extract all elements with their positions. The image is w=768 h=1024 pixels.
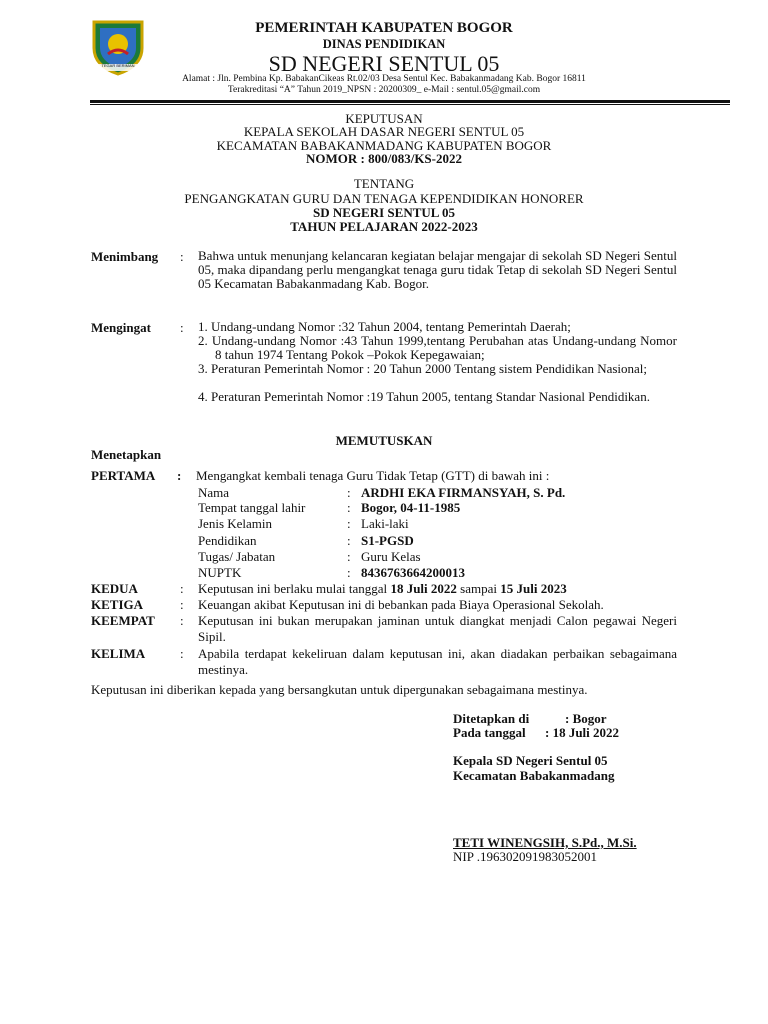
field-colon-education: :	[347, 533, 351, 548]
decision-heading: MEMUTUSKAN	[335, 433, 433, 448]
field-value-education: S1-PGSD	[361, 533, 414, 548]
pertama-colon: :	[177, 468, 182, 483]
mengingat-item-2: 2. Undang-undang Nomor :43 Tahun 1999,tentang Perubahan atas Undang-undang Nomor 8 tahun 1974 Tentang Pokok –Pokok Kepegawaian;	[198, 333, 677, 362]
keempat-colon: :	[180, 613, 184, 628]
field-label-education: Pendidikan	[198, 533, 257, 548]
header-government: PEMERINTAH KABUPATEN BOGOR	[255, 20, 513, 36]
kedua-date-end: 15 Juli 2023	[500, 581, 567, 596]
sign-place-value: : Bogor	[565, 711, 607, 726]
kedua-colon: :	[180, 581, 184, 596]
sign-place-label: Ditetapkan di	[453, 711, 530, 726]
field-colon-position: :	[347, 549, 351, 564]
field-label-nuptk: NUPTK	[198, 565, 242, 580]
menimbang-colon: :	[180, 249, 184, 264]
kedua-text	[198, 581, 567, 597]
keempat-text: Keputusan ini bukan merupakan jaminan untuk diangkat menjadi Calon pegawai Negeri Sipil.	[198, 613, 677, 644]
ketiga-colon: :	[180, 597, 184, 612]
menetapkan-label: Menetapkan	[91, 447, 162, 462]
menimbang-label: Menimbang	[91, 249, 159, 264]
sign-position-1: Kepala SD Negeri Sentul 05	[453, 753, 608, 768]
doc-title-district: KECAMATAN BABAKANMADANG KABUPATEN BOGOR	[216, 138, 552, 153]
sign-date-value: : 18 Juli 2022	[545, 725, 620, 740]
mengingat-item-4: 4. Peraturan Pemerintah Nomor :19 Tahun 2005, tentang Standar Nasional Pendidikan.	[198, 389, 650, 404]
field-colon-nuptk: :	[347, 565, 351, 580]
field-value-position: Guru Kelas	[361, 549, 421, 564]
kelima-label: KELIMA	[91, 646, 146, 661]
kedua-text-b: sampai	[456, 581, 501, 596]
ketiga-label: KETIGA	[91, 597, 144, 612]
kedua-date-start: 18 Juli 2022	[390, 581, 457, 596]
mengingat-colon: :	[180, 320, 184, 335]
pertama-label: PERTAMA	[91, 468, 156, 483]
header-address: Alamat : Jln. Pembina Kp. BabakanCikeas Rt.02/03 Desa Sentul Kec. Babakanmadang Kab. Bogor 16811	[182, 74, 586, 84]
kedua-text-a: Keputusan ini berlaku mulai tanggal	[198, 581, 391, 596]
logo-motto: TEGAR BERIMAN	[101, 63, 135, 68]
doc-title-issuer: KEPALA SEKOLAH DASAR NEGERI SENTUL 05	[243, 124, 525, 139]
field-value-birth: Bogor, 04-11-1985	[361, 500, 461, 515]
field-label-position: Tugas/ Jabatan	[198, 549, 276, 564]
mengingat-label: Mengingat	[91, 320, 151, 335]
menimbang-text: Bahwa untuk menunjang kelancaran kegiatan belajar mengajar di sekolah SD Negeri Sentul 05, maka dipandang perlu mengangkat tenaga guru tidak Tetap di sekolah SD Negeri Sentul 05 Kecamatan Babakanmadang Kab. Bogor.	[198, 248, 677, 291]
keempat-label: KEEMPAT	[91, 613, 155, 628]
header-school-name: SD NEGERI SENTUL 05	[268, 51, 500, 76]
doc-subject-school: SD NEGERI SENTUL 05	[313, 205, 455, 220]
kelima-text: Apabila terdapat kekeliruan dalam keputusan ini, akan diadakan perbaikan sebagaimana mestinya.	[198, 646, 677, 677]
kedua-label: KEDUA	[91, 581, 138, 596]
mengingat-item-3: 3. Peraturan Pemerintah Nomor : 20 Tahun 2000 Tentang sistem Pendidikan Nasional;	[198, 361, 648, 376]
kelima-colon: :	[180, 646, 184, 661]
doc-title: KEPUTUSAN	[345, 111, 423, 126]
mengingat-item-1: 1. Undang-undang Nomor :32 Tahun 2004, tentang Pemerintah Daerah;	[198, 319, 571, 334]
sign-name: TETI WINENGSIH, S.Pd., M.Si.	[453, 835, 637, 850]
header-department: DINAS PENDIDIKAN	[322, 37, 446, 51]
header-accreditation: Terakreditasi “A” Tahun 2019_NPSN : 20200309_ e-Mail : sentul.05@gmail.com	[227, 85, 541, 95]
field-label-name: Nama	[198, 485, 230, 500]
field-colon-gender: :	[347, 516, 351, 531]
closing-statement: Keputusan ini diberikan kepada yang bersangkutan untuk dipergunakan sebagaimana mestinya.	[91, 682, 588, 697]
doc-number: NOMOR : 800/083/KS-2022	[306, 151, 462, 166]
doc-subject: PENGANGKATAN GURU DAN TENAGA KEPENDIDIKAN HONORER	[184, 191, 584, 206]
field-colon-birth: :	[347, 500, 351, 515]
field-colon-name: :	[347, 485, 351, 500]
header-divider-thin	[90, 104, 730, 105]
field-value-name: ARDHI EKA FIRMANSYAH, S. Pd.	[361, 485, 566, 500]
doc-about: TENTANG	[353, 176, 415, 191]
field-label-birth: Tempat tanggal lahir	[198, 500, 306, 515]
field-value-nuptk: 8436763664200013	[361, 565, 465, 580]
field-label-gender: Jenis Kelamin	[198, 516, 273, 531]
field-value-gender: Laki-laki	[361, 516, 409, 531]
sign-date-label: Pada tanggal	[453, 725, 526, 740]
sign-date-row	[453, 725, 636, 740]
header-divider	[90, 100, 730, 103]
ketiga-text: Keuangan akibat Keputusan ini di bebankan pada Biaya Operasional Sekolah.	[198, 597, 604, 612]
sign-position-2: Kecamatan Babakanmadang	[453, 768, 615, 783]
doc-subject-year: TAHUN PELAJARAN 2022-2023	[290, 219, 478, 234]
sign-nip: NIP .196302091983052001	[453, 849, 597, 864]
pertama-intro: Mengangkat kembali tenaga Guru Tidak Tetap (GTT) di bawah ini :	[196, 468, 550, 483]
